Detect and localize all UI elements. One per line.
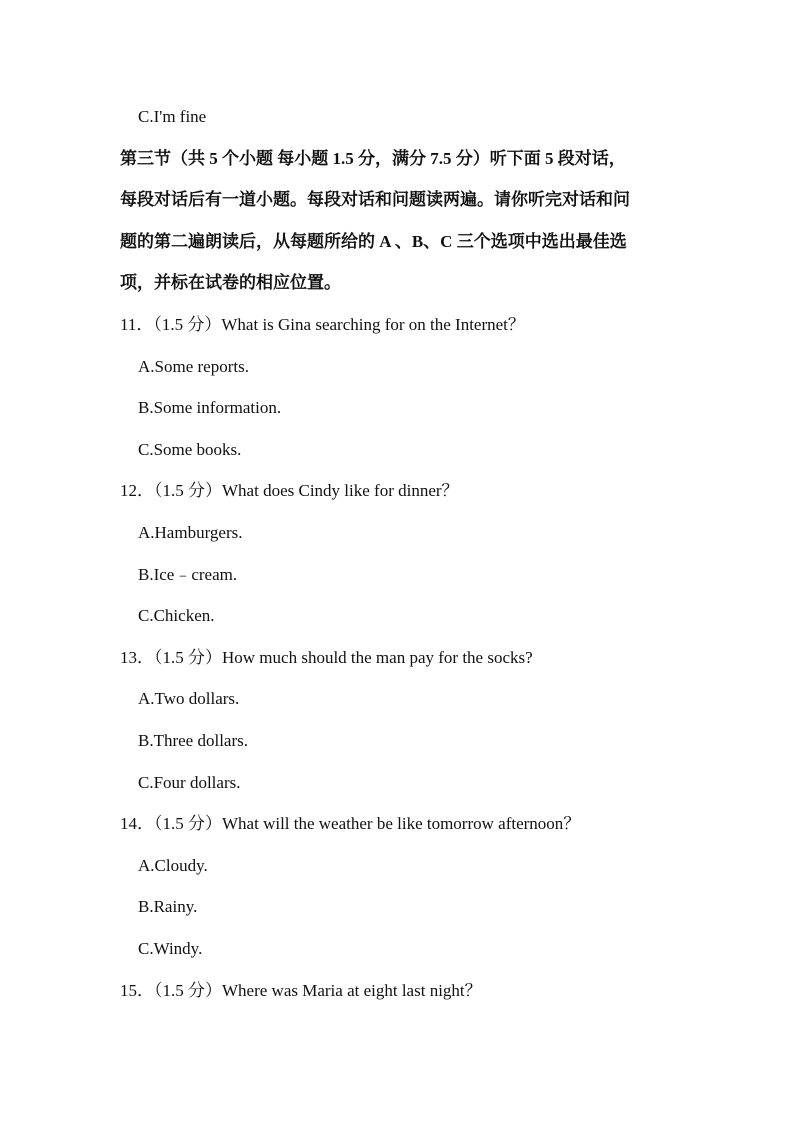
question-number: 14． [120,814,154,833]
q11-option-a: A.Some reports. [138,357,249,376]
q13-option-c: C.Four dollars. [138,773,241,792]
q12-option-b: B.Ice﹣cream. [138,565,238,584]
question-number: 13． [120,648,154,667]
q12-option-a: A.Hamburgers. [138,523,243,542]
q14-option-b: B.Rainy. [138,897,198,916]
question-13 [120,647,533,669]
question-14 [120,813,580,835]
q11-option-b: B.Some information. [138,398,282,417]
section-line-3: 题的第二遍朗读后，从每题所给的 A 、B、C 三个选项中选出最佳选 [120,232,627,251]
question-11 [120,314,525,336]
section-line-1: 第三节（共 5 个小题 每小题 1.5 分，满分 7.5 分）听下面 5 段对话， [120,149,626,168]
question-score: （1.5 分） [154,981,222,1000]
question-12 [120,480,459,502]
section-line-2: 每段对话后有一道小题。每段对话和问题读两遍。请你听完对话和问 [120,190,630,209]
question-number: 15． [120,981,154,1000]
question-number: 11． [120,315,154,334]
question-score: （1.5 分） [153,315,222,334]
q14-option-a: A.Cloudy. [138,856,208,875]
question-15 [120,980,482,1002]
q12-option-c: C.Chicken. [138,606,215,625]
q13-option-b: B.Three dollars. [138,731,248,750]
question-text: What will the weather be like tomorrow afternoon？ [222,814,581,833]
question-score: （1.5 分） [154,648,222,667]
question-score: （1.5 分） [154,814,222,833]
question-text: What is Gina searching for on the Internet？ [221,315,525,334]
q14-option-c: C.Windy. [138,939,203,958]
q13-option-a: A.Two dollars. [138,689,240,708]
question-text: Where was Maria at eight last night？ [222,981,482,1000]
question-number: 12． [120,481,154,500]
question-text: How much should the man pay for the socks? [222,648,533,667]
question-text: What does Cindy like for dinner？ [222,481,459,500]
question-score: （1.5 分） [154,481,222,500]
q11-option-c: C.Some books. [138,440,242,459]
prior-option-c: C.I'm fine [138,107,207,126]
section-line-4: 项，并标在试卷的相应位置。 [120,273,341,292]
